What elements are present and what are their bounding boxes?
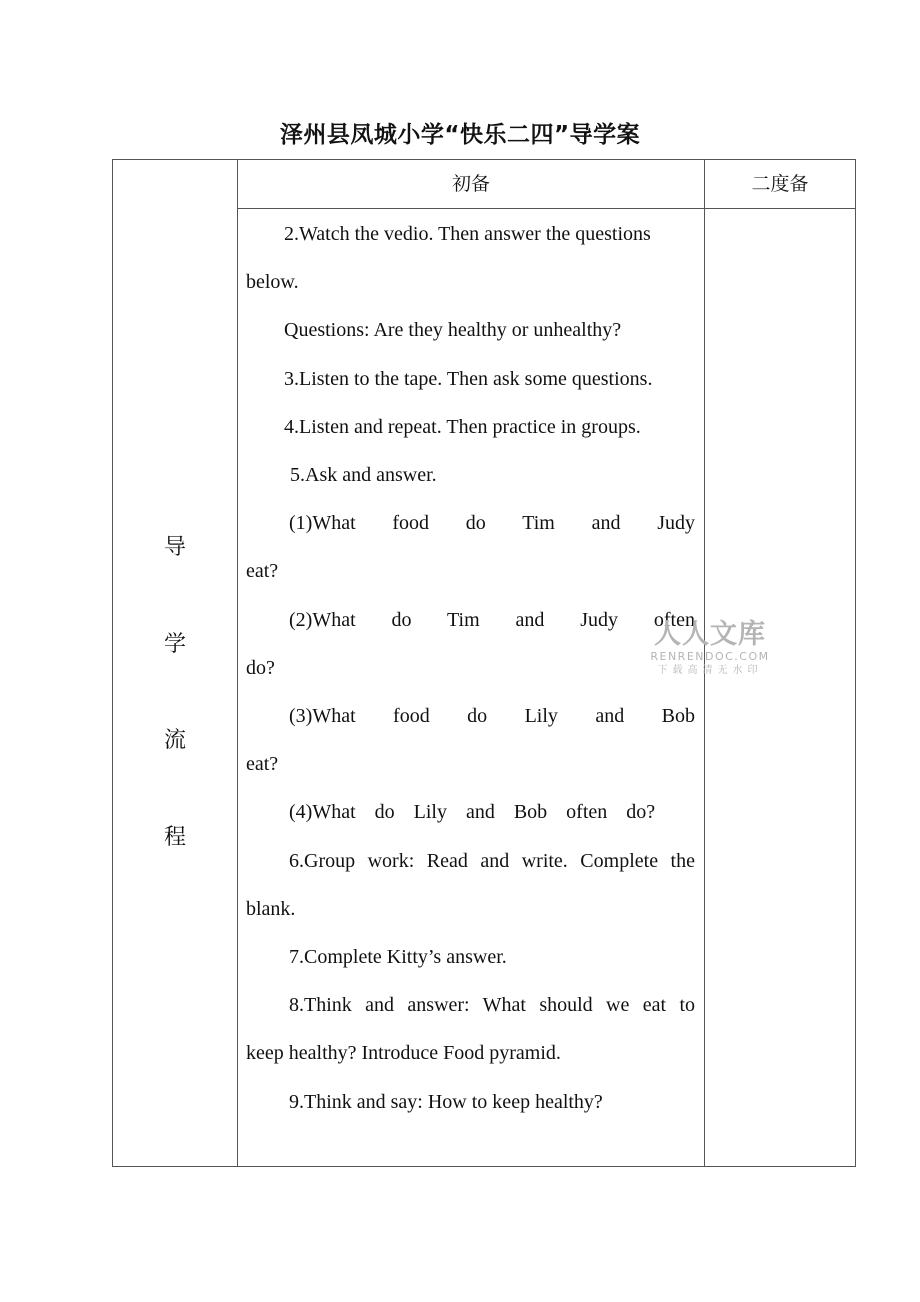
document-title: 泽州县凤城小学“快乐二四”导学案 xyxy=(279,122,641,148)
table-header-divider xyxy=(237,208,856,209)
content-line: eat? xyxy=(246,560,279,583)
content-line: (1)What food do Tim and Judy xyxy=(289,512,695,535)
content-line: 4.Listen and repeat. Then practice in groups. xyxy=(284,415,641,438)
watermark-title: 人人文库 xyxy=(654,619,766,650)
table-border-right xyxy=(855,159,856,1167)
section-label-char: 导 xyxy=(163,535,186,560)
content-line: (3)What food do Lily and Bob xyxy=(289,705,695,728)
content-line: Questions: Are they healthy or unhealthy? xyxy=(284,319,622,342)
content-line: (4)What do Lily and Bob often do? xyxy=(289,801,656,824)
content-line: 7.Complete Kitty’s answer. xyxy=(289,946,507,969)
header-first-prep: 初备 xyxy=(451,173,490,195)
content-line: (2)What do Tim and Judy often xyxy=(289,608,695,631)
content-line: blank. xyxy=(246,897,296,920)
watermark xyxy=(646,620,774,677)
section-label-char: 学 xyxy=(163,632,186,657)
content-line: 6.Group work: Read and write. Complete the xyxy=(289,849,695,872)
content-line: 9.Think and say: How to keep healthy? xyxy=(289,1090,603,1113)
section-label-char: 程 xyxy=(163,825,186,850)
table-column-divider-1 xyxy=(237,159,238,1167)
content-line: do? xyxy=(246,656,275,679)
content-line: below. xyxy=(246,271,299,294)
content-line: 8.Think and answer: What should we eat to xyxy=(289,994,695,1017)
content-line: keep healthy? Introduce Food pyramid. xyxy=(246,1042,561,1065)
watermark-domain: RENRENDOC.COM xyxy=(650,650,770,663)
content-line: 5.Ask and answer. xyxy=(290,464,437,487)
content-line: 3.Listen to the tape. Then ask some questions. xyxy=(284,367,653,390)
first-prep-content xyxy=(246,210,695,1126)
watermark-subtitle: 下载高清无水印 xyxy=(657,665,763,676)
section-label-cell xyxy=(113,160,237,1167)
header-second-prep: 二度备 xyxy=(751,173,809,195)
section-label-char: 流 xyxy=(163,728,186,753)
content-line: 2.Watch the vedio. Then answer the questions xyxy=(284,223,651,245)
content-line: eat? xyxy=(246,753,279,776)
